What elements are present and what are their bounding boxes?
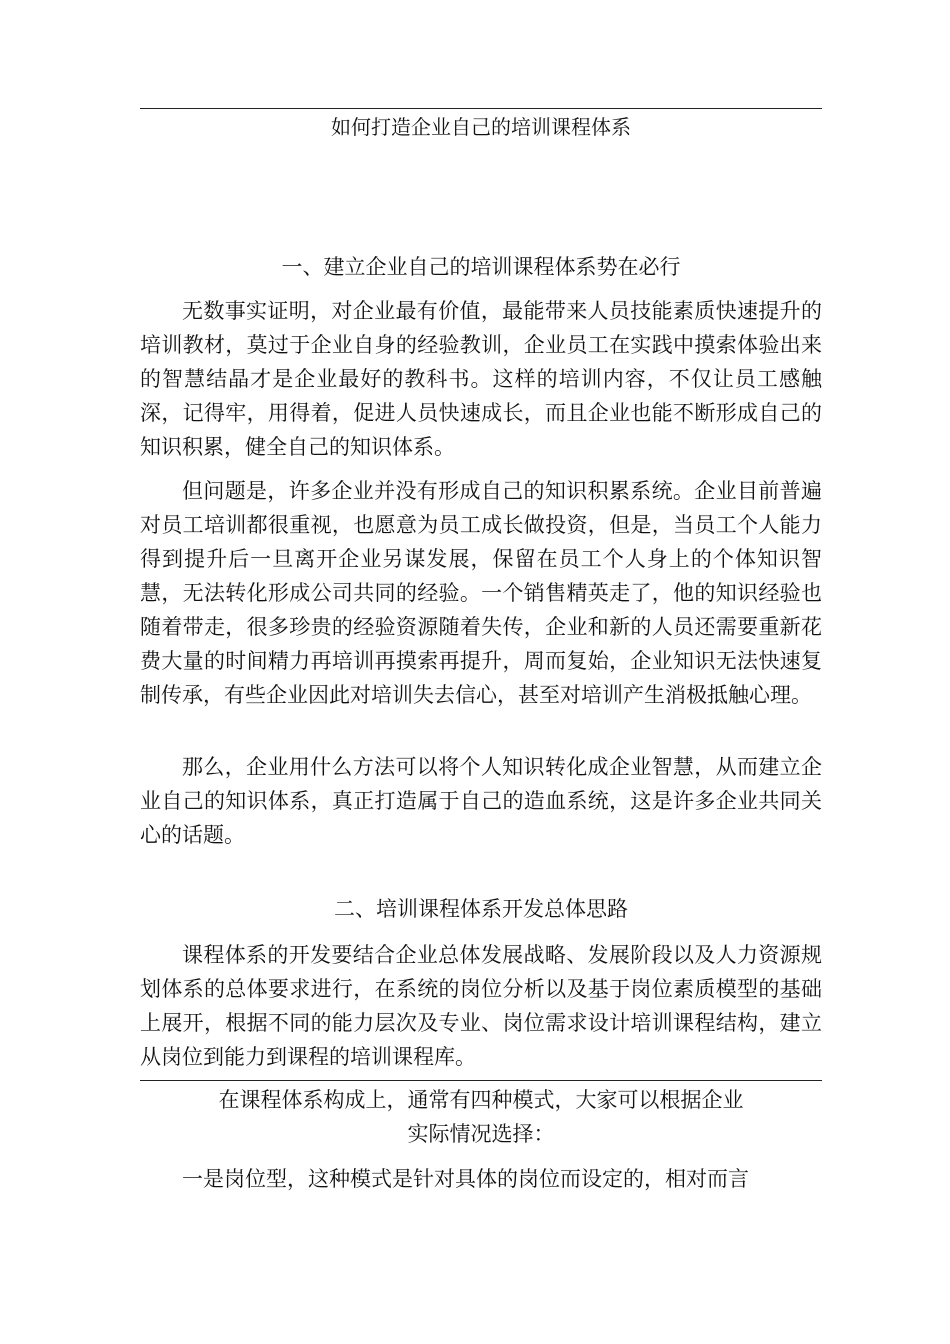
section-1-paragraph-1: 无数事实证明，对企业最有价值，最能带来人员技能素质快速提升的培训教材，莫过于企业自身的经验教训，企业员工在实践中摸索体验出来的智慧结晶才是企业最好的教科书。这样的培训内容，不仅让员工感触深，记得牢，用得着，促进人员快速成长，而且企业也能不断形成自己的知识积累，健全自己的知识体系。 bbox=[140, 299, 822, 459]
section-2-last-line: 一是岗位型，这种模式是针对具体的岗位而设定的，相对而言 bbox=[182, 1167, 749, 1191]
top-divider bbox=[140, 108, 822, 109]
section-2-heading: 二、培训课程体系开发总体思路 bbox=[334, 897, 628, 921]
section-2-paragraph: 课程体系的开发要结合企业总体发展战略、发展阶段以及人力资源规划体系的总体要求进行，在系统的岗位分析以及基于岗位素质模型的基础上展开，根据不同的能力层次及专业、岗位需求设计培训课程结构，建立从岗位到能力到课程的培训课程库。 bbox=[140, 943, 822, 1069]
section-2-centered-text bbox=[140, 1083, 822, 1151]
middle-divider bbox=[140, 1080, 822, 1081]
section-1-paragraph-2: 但问题是，许多企业并没有形成自己的知识积累系统。企业目前普遍对员工培训都很重视，也愿意为员工成长做投资，但是，当员工个人能力得到提升后一旦离开企业另谋发展，保留在员工个人身上的个体知识智慧，无法转化形成公司共同的经验。一个销售精英走了，他的知识经验也随着带走，很多珍贵的经验资源随着失传，企业和新的人员还需要重新花费大量的时间精力再培训再摸索再提升，周而复始，企业知识无法快速复制传承，有些企业因此对培训失去信心，甚至对培训产生消极抵触心理。 bbox=[140, 479, 822, 707]
document-title: 如何打造企业自己的培训课程体系 bbox=[331, 115, 631, 139]
section-1-paragraph-3: 那么，企业用什么方法可以将个人知识转化成企业智慧，从而建立企业自己的知识体系，真正打造属于自己的造血系统，这是许多企业共同关心的话题。 bbox=[140, 755, 822, 847]
centered-line-2: 实际情况选择： bbox=[407, 1122, 555, 1146]
section-1-heading: 一、建立企业自己的培训课程体系势在必行 bbox=[281, 255, 681, 279]
centered-line-1: 在课程体系构成上，通常有四种模式，大家可以根据企业 bbox=[218, 1088, 744, 1112]
